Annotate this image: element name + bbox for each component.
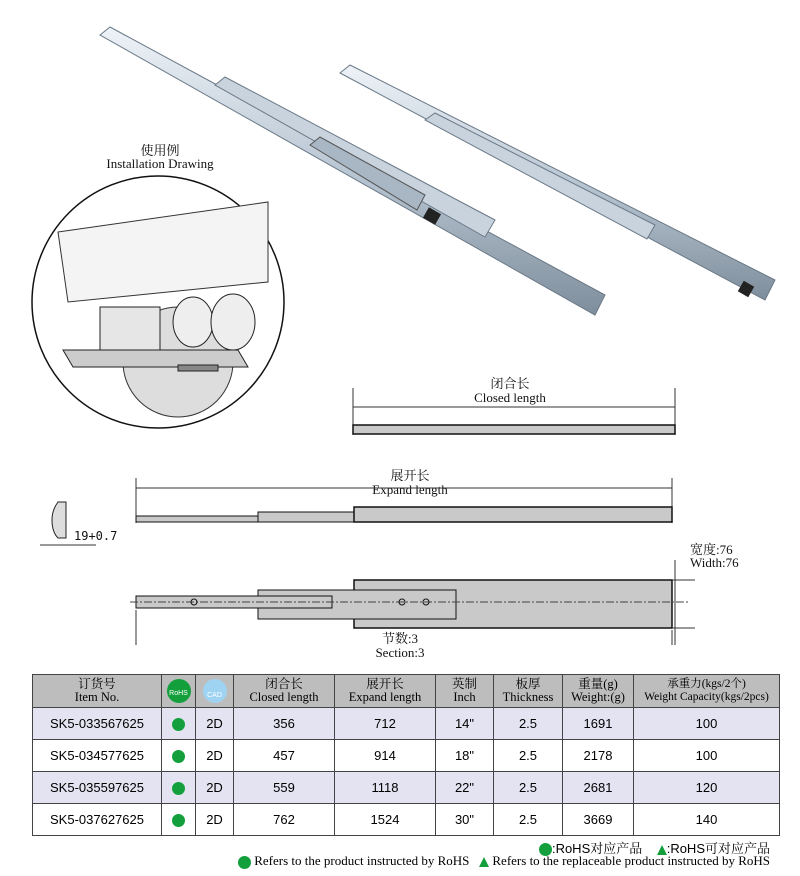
inch-cell: 14" — [436, 708, 494, 740]
expand-length-drawing — [130, 478, 680, 528]
capacity-cell: 100 — [634, 740, 780, 772]
expand-length-cell: 914 — [335, 740, 436, 772]
closed-length-en: Closed length — [474, 390, 546, 405]
table-row — [33, 708, 780, 740]
weight-cell: 2681 — [563, 772, 634, 804]
expand-length-cell: 1524 — [335, 804, 436, 836]
header-item-no: 订货号 Item No. — [33, 675, 162, 708]
installation-title-en: Installation Drawing — [106, 156, 214, 171]
width-en: Width:76 — [690, 555, 739, 570]
header-expand-length: 展开长 Expand length — [335, 675, 436, 708]
expand-length-cn: 展开长 — [390, 468, 430, 483]
rohs-dot-icon — [172, 782, 185, 795]
rohs-dot-icon — [238, 856, 251, 869]
closed-length-drawing — [345, 385, 685, 437]
table-header — [33, 675, 780, 708]
thickness-cell: 2.5 — [494, 740, 563, 772]
rohs-cell — [162, 772, 196, 804]
capacity-cell: 100 — [634, 708, 780, 740]
closed-length-cn: 闭合长 — [490, 376, 530, 391]
legend-en: Refers to the product instructed by RoHS Refers to the replaceable product instructed by RoHS — [238, 853, 770, 869]
header-inch: 英制 Inch — [436, 675, 494, 708]
header-weight: 重量(g) Weight:(g) — [563, 675, 634, 708]
rohs-triangle-icon — [479, 857, 489, 867]
thickness-cell: 2.5 — [494, 804, 563, 836]
capacity-cell: 120 — [634, 772, 780, 804]
thickness-cell: 2.5 — [494, 772, 563, 804]
rohs-cell — [162, 804, 196, 836]
weight-cell: 3669 — [563, 804, 634, 836]
header-thickness: 板厚 Thickness — [494, 675, 563, 708]
expand-length-en: Expand length — [372, 482, 448, 497]
item-no-cell: SK5-034577625 — [33, 740, 162, 772]
table-row — [33, 740, 780, 772]
item-no-cell: SK5-035597625 — [33, 772, 162, 804]
header-cad — [196, 675, 234, 708]
expand-length-cell: 712 — [335, 708, 436, 740]
cad-cell: 2D — [196, 772, 234, 804]
weight-cell: 2178 — [563, 740, 634, 772]
header-capacity: 承重力(kgs/2个) Weight Capacity(kgs/2pcs) — [634, 675, 780, 708]
closed-length-cell: 762 — [234, 804, 335, 836]
cad-icon: CAD — [203, 679, 227, 703]
inch-cell: 30" — [436, 804, 494, 836]
cad-cell: 2D — [196, 740, 234, 772]
header-closed-length: 闭合长 Closed length — [234, 675, 335, 708]
item-no-cell: SK5-037627625 — [33, 804, 162, 836]
expand-length-cell: 1118 — [335, 772, 436, 804]
cad-cell: 2D — [196, 708, 234, 740]
inch-cell: 18" — [436, 740, 494, 772]
cad-cell: 2D — [196, 804, 234, 836]
rohs-dot-icon — [172, 814, 185, 827]
installation-drawing — [28, 172, 288, 434]
section-cn: 节数:3 — [381, 631, 419, 646]
rohs-dot-icon — [172, 750, 185, 763]
installation-title-cn: 使用例 — [140, 143, 180, 158]
rohs-cell — [162, 740, 196, 772]
capacity-cell: 140 — [634, 804, 780, 836]
table-row — [33, 804, 780, 836]
weight-cell: 1691 — [563, 708, 634, 740]
rohs-icon: RoHS — [167, 679, 191, 703]
thickness-cell: 2.5 — [494, 708, 563, 740]
section-en: Section:3 — [375, 645, 425, 660]
item-no-cell: SK5-033567625 — [33, 708, 162, 740]
profile-dimension: 19+0.7 — [74, 529, 118, 543]
inch-cell: 22" — [436, 772, 494, 804]
header-rohs — [162, 675, 196, 708]
closed-length-cell: 457 — [234, 740, 335, 772]
width-cn: 宽度:76 — [690, 542, 733, 557]
table-row — [33, 772, 780, 804]
rohs-cell — [162, 708, 196, 740]
legend-cn: :RoHS对应产品 :RoHS可对应产品 — [539, 838, 770, 857]
closed-length-cell: 559 — [234, 772, 335, 804]
closed-length-cell: 356 — [234, 708, 335, 740]
rohs-dot-icon — [172, 718, 185, 731]
spec-table — [32, 674, 780, 836]
